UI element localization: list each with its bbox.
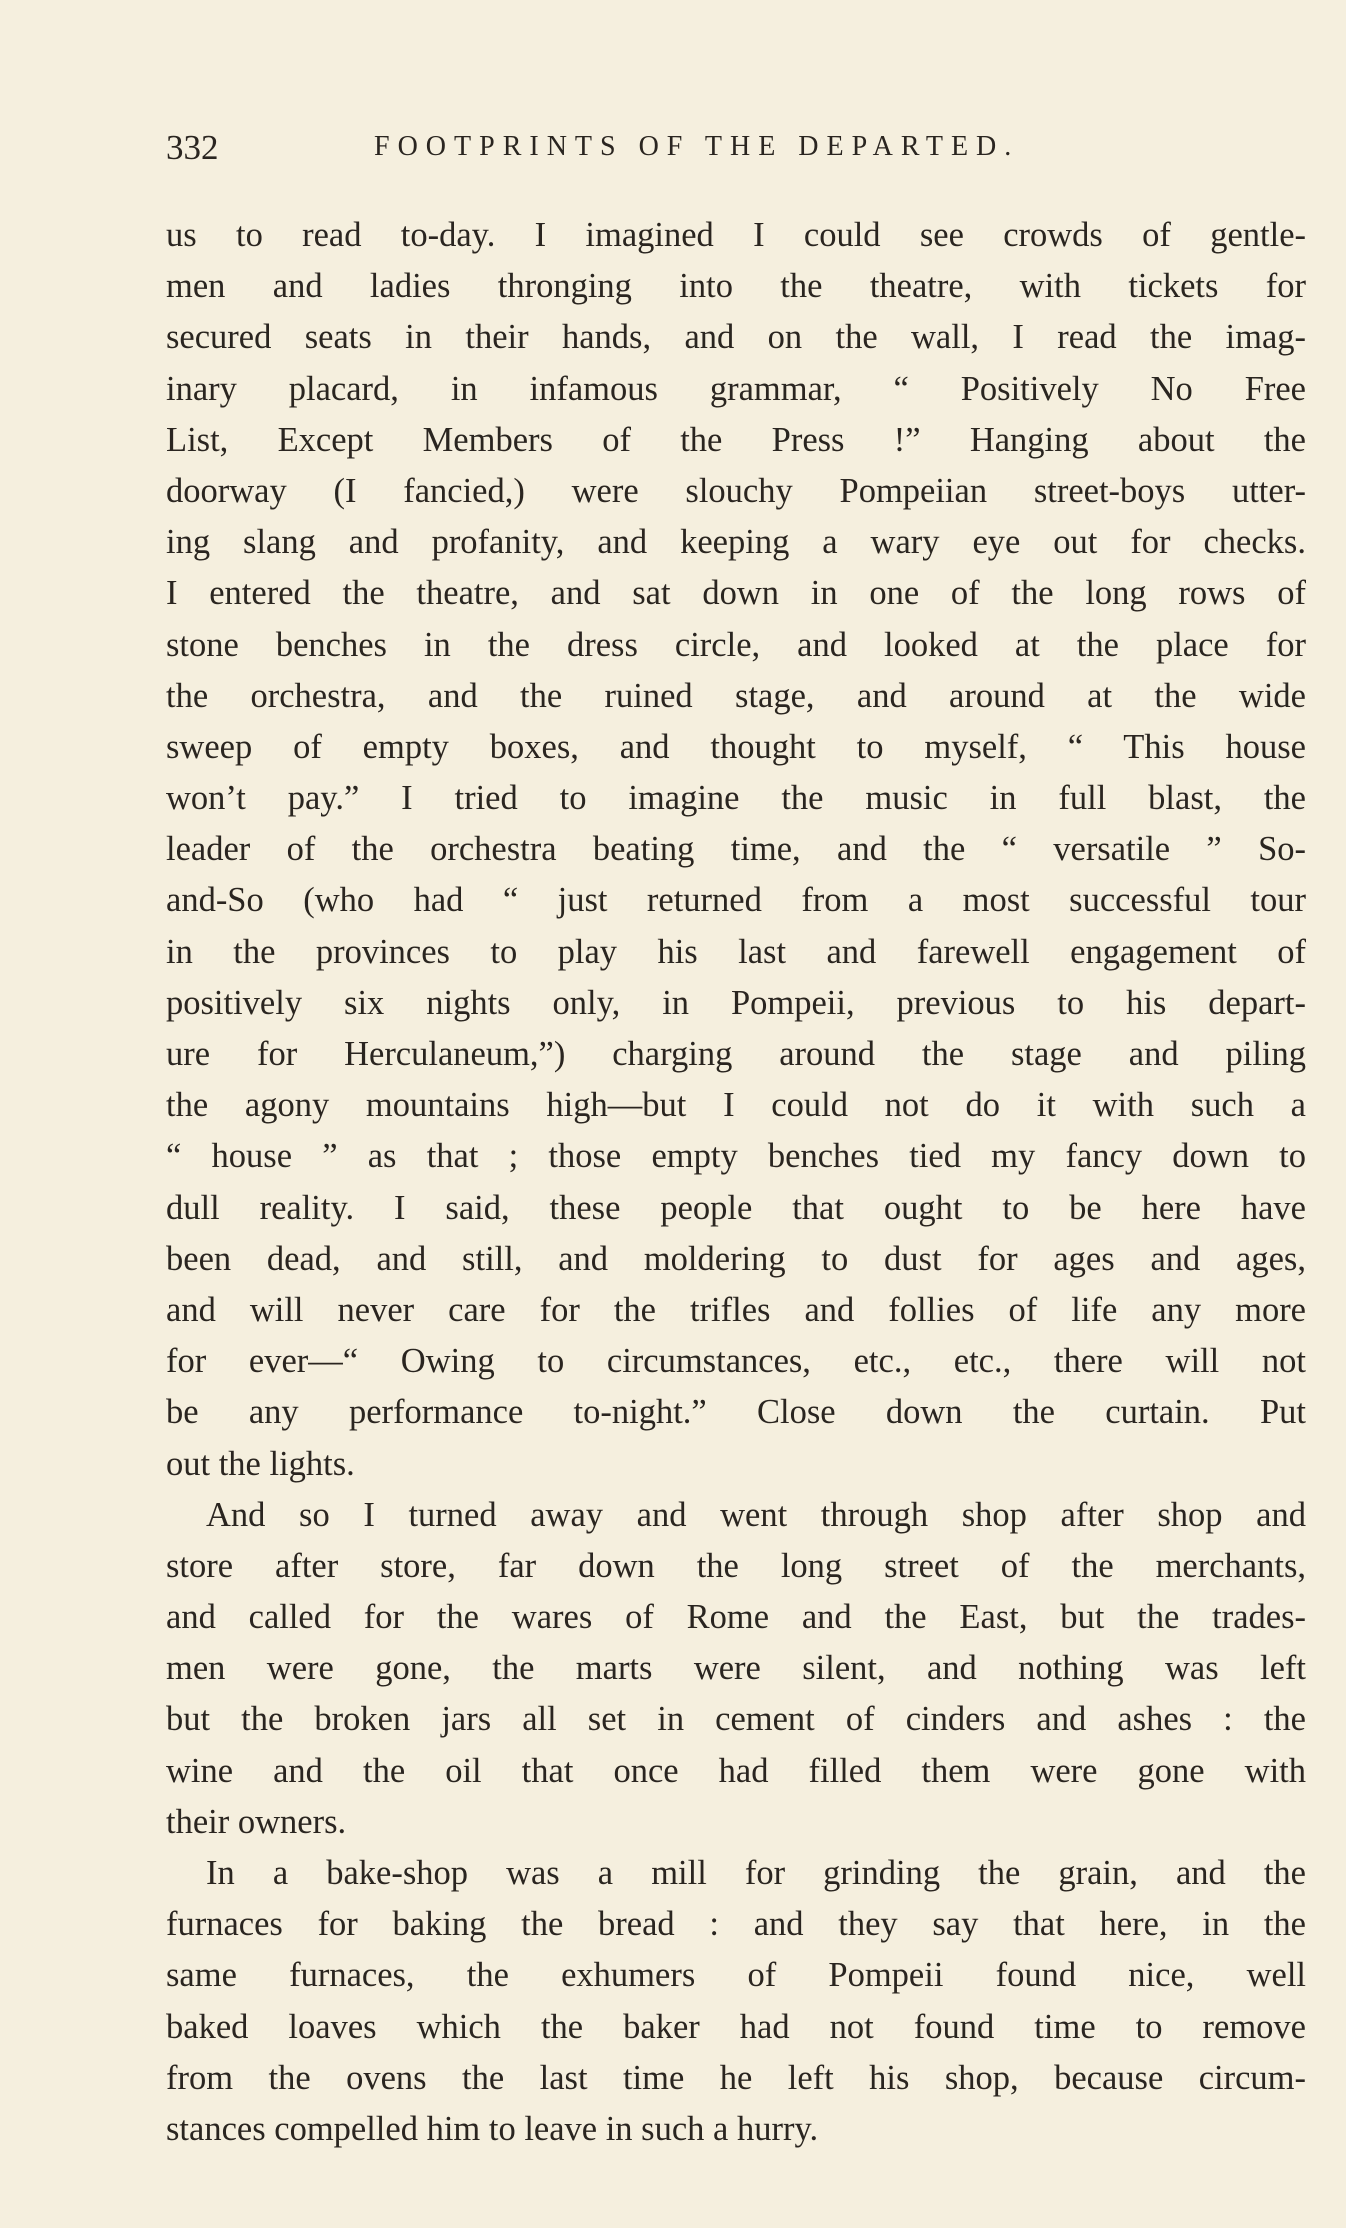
text-line: and called for the wares of Rome and the East, but the trades- — [166, 1598, 1306, 1637]
text-line: baked loaves which the baker had not found time to remove — [166, 2007, 1306, 2046]
text-line: store after store, far down the long street of the merchants, — [166, 1546, 1306, 1585]
text-line: secured seats in their hands, and on the wall, I read the imag- — [166, 318, 1306, 357]
text-line: And so I turned away and went through shop after shop and — [206, 1495, 1306, 1534]
text-line: but the broken jars all set in cement of cinders and ashes : the — [166, 1700, 1306, 1739]
text-line: us to read to-day. I imagined I could see crowds of gentle- — [166, 216, 1306, 254]
text-line: inary placard, in infamous grammar, “ Positively No Free — [166, 369, 1306, 408]
text-line: ure for Herculaneum,”) charging around the stage and piling — [166, 1035, 1306, 1073]
text-line: the agony mountains high—but I could not do it with such a — [166, 1086, 1306, 1125]
text-line: the orchestra, and the ruined stage, and around at the wide — [166, 676, 1306, 715]
text-line: leader of the orchestra beating time, and the “ versatile ” So- — [166, 830, 1306, 869]
page-number: 332 — [166, 128, 219, 167]
text-line: for ever—“ Owing to circumstances, etc., etc., there will not — [166, 1342, 1306, 1381]
text-line: won’t pay.” I tried to imagine the music in full blast, the — [166, 779, 1306, 818]
text-line: and will never care for the trifles and follies of life any more — [166, 1290, 1306, 1329]
text-line: dull reality. I said, these people that ought to be here have — [166, 1188, 1306, 1227]
text-line: and-So (who had “ just returned from a most successful tour — [166, 881, 1306, 920]
text-line: from the ovens the last time he left his shop, because circum- — [166, 2058, 1306, 2097]
text-line: List, Except Members of the Press !” Hanging about the — [166, 420, 1306, 459]
running-title: FOOTPRINTS OF THE DEPARTED. — [374, 131, 1020, 162]
text-line: stone benches in the dress circle, and looked at the place for — [166, 625, 1306, 664]
text-line: In a bake-shop was a mill for grinding the grain, and the — [206, 1854, 1306, 1892]
text-line: wine and the oil that once had filled them were gone with — [166, 1751, 1306, 1790]
text-line: in the provinces to play his last and farewell engagement of — [166, 932, 1306, 971]
page-header — [166, 128, 1306, 178]
text-line: positively six nights only, in Pompeii, previous to his depart- — [166, 983, 1306, 1022]
text-line: been dead, and still, and moldering to dust for ages and ages, — [166, 1239, 1306, 1278]
text-line: doorway (I fancied,) were slouchy Pompeiian street-boys utter- — [166, 471, 1306, 510]
text-line: their owners. — [166, 1802, 347, 1841]
text-line: ing slang and profanity, and keeping a wary eye out for checks. — [166, 523, 1306, 562]
body-text — [166, 210, 1306, 2155]
text-line: sweep of empty boxes, and thought to myself, “ This house — [166, 727, 1306, 766]
text-line: I entered the theatre, and sat down in one of the long rows of — [166, 574, 1306, 613]
text-line: be any performance to-night.” Close down the curtain. Put — [166, 1393, 1306, 1432]
text-line: furnaces for baking the bread : and they say that here, in the — [166, 1905, 1306, 1944]
text-line: same furnaces, the exhumers of Pompeii found nice, well — [166, 1956, 1306, 1995]
text-line: out the lights. — [166, 1444, 355, 1483]
text-line: “ house ” as that ; those empty benches tied my fancy down to — [166, 1137, 1306, 1176]
text-line: men were gone, the marts were silent, and nothing was left — [166, 1649, 1306, 1688]
text-line: men and ladies thronging into the theatre, with tickets for — [166, 267, 1306, 306]
text-line: stances compelled him to leave in such a hurry. — [166, 2109, 819, 2148]
